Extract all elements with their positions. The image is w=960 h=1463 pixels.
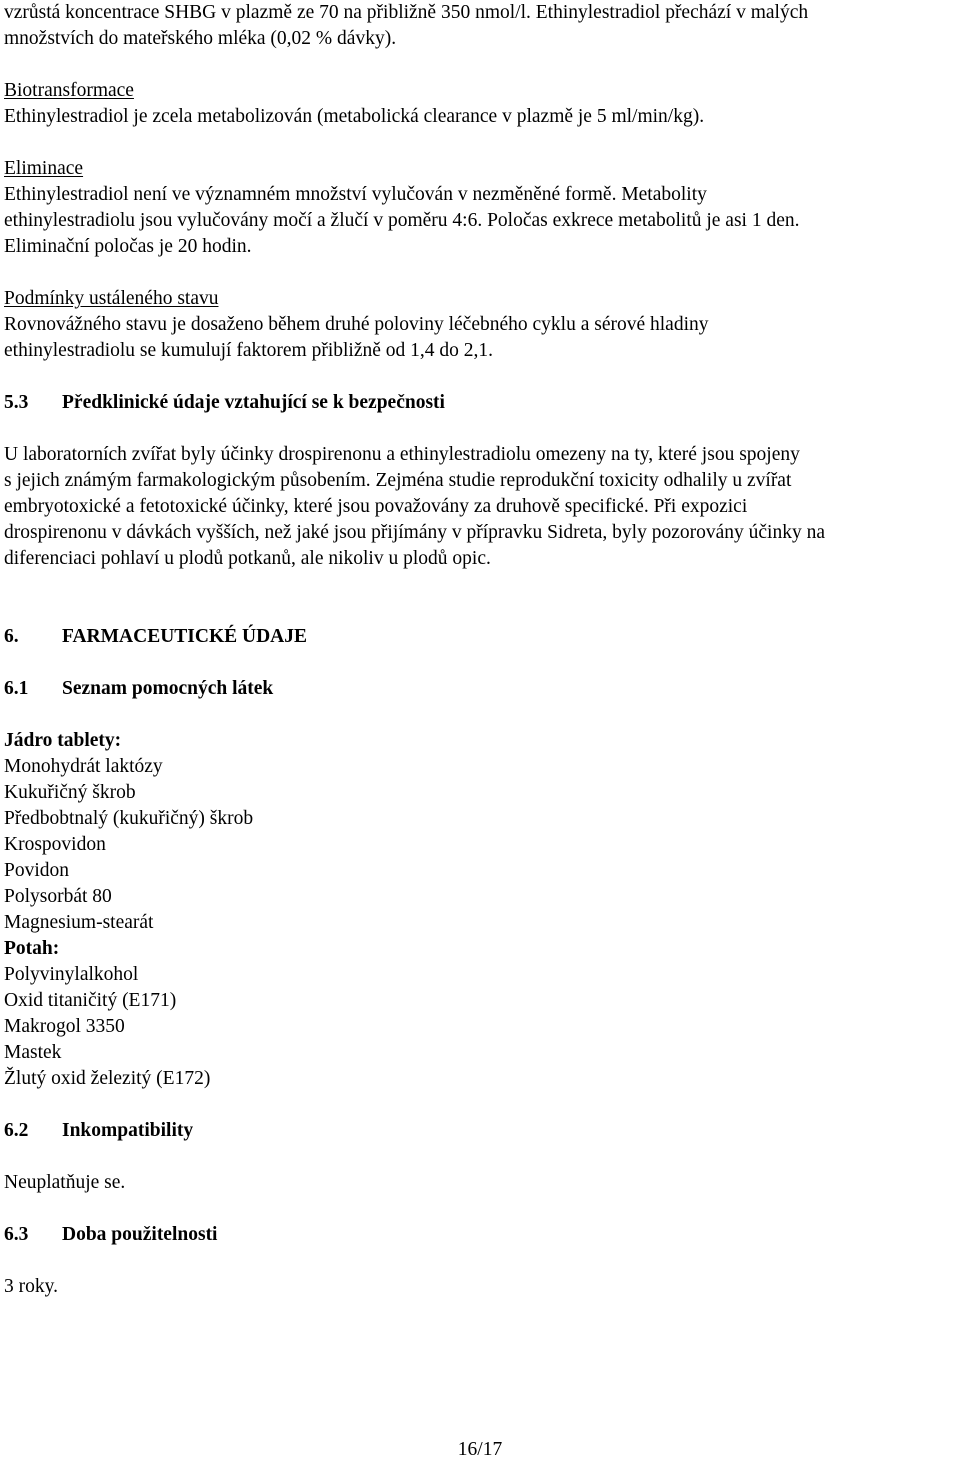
- section-title: Doba použitelnosti: [62, 1224, 218, 1245]
- list-item: Kukuřičný škrob: [4, 782, 136, 803]
- section-title: Inkompatibility: [62, 1120, 194, 1141]
- eliminace-section: [4, 156, 954, 260]
- list-item: Oxid titaničitý (E171): [4, 990, 177, 1011]
- section-5-3: [4, 390, 954, 572]
- section-heading: [4, 1222, 954, 1248]
- core-label: Jádro tablety:: [4, 730, 122, 751]
- section-number: 6.2: [4, 1120, 29, 1141]
- paragraph-line: 3 roky.: [4, 1276, 58, 1297]
- intro-paragraph: [4, 0, 954, 52]
- list-item: Monohydrát laktózy: [4, 756, 163, 777]
- section-6-2: [4, 1118, 954, 1196]
- list-item: Předbobtnalý (kukuřičný) škrob: [4, 808, 254, 829]
- section-title: Předklinické údaje vztahující se k bezpečnosti: [62, 392, 445, 413]
- list-item: Magnesium-stearát: [4, 912, 154, 933]
- section-title: FARMACEUTICKÉ ÚDAJE: [62, 626, 308, 647]
- paragraph-line: ethinylestradiolu jsou vylučovány močí a žlučí v poměru 4:6. Poločas exkrece metabolitů je asi 1 den.: [4, 210, 800, 231]
- list-item: Žlutý oxid železitý (E172): [4, 1068, 211, 1089]
- section-heading: [4, 390, 954, 416]
- section-number: 6.3: [4, 1224, 29, 1245]
- ustaleny-stav-section: [4, 286, 954, 364]
- section-heading: [4, 624, 954, 650]
- section-heading: [4, 1118, 954, 1144]
- paragraph-line: U laboratorních zvířat byly účinky drospirenonu a ethinylestradiolu omezeny na ty, které jsou spojeny: [4, 444, 800, 465]
- section-heading: [4, 676, 954, 702]
- list-item: Krospovidon: [4, 834, 106, 855]
- biotransformace-section: [4, 78, 954, 130]
- paragraph-line: ethinylestradiolu se kumulují faktorem přibližně od 1,4 do 2,1.: [4, 340, 494, 361]
- paragraph-line: Ethinylestradiol je zcela metabolizován (metabolická clearance v plazmě je 5 ml/min/kg).: [4, 106, 705, 127]
- subheading-eliminace: Eliminace: [4, 158, 84, 179]
- section-6: [4, 624, 954, 650]
- paragraph-line: Rovnovážného stavu je dosaženo během druhé poloviny léčebného cyklu a sérové hladiny: [4, 314, 709, 335]
- list-item: Makrogol 3350: [4, 1016, 125, 1037]
- document-page: [4, 0, 954, 1300]
- paragraph-line: diferenciaci pohlaví u plodů potkanů, ale nikoliv u plodů opic.: [4, 548, 491, 569]
- section-6-1: [4, 676, 954, 1092]
- paragraph-line: drospirenonu v dávkách vyšších, než jaké jsou přijímány v přípravku Sidreta, byly pozorovány účinky na: [4, 522, 825, 543]
- section-6-3: [4, 1222, 954, 1300]
- list-item: Polyvinylalkohol: [4, 964, 139, 985]
- paragraph-line: s jejich známým farmakologickým působením. Zejména studie reprodukční toxicity odhalily u zvířat: [4, 470, 792, 491]
- paragraph-line: Eliminační poločas je 20 hodin.: [4, 236, 252, 257]
- list-item: Povidon: [4, 860, 70, 881]
- page-number: 16/17: [457, 1439, 503, 1460]
- paragraph-line: množstvích do mateřského mléka (0,02 % dávky).: [4, 28, 397, 49]
- section-number: 6.: [4, 626, 19, 647]
- section-number: 5.3: [4, 392, 29, 413]
- paragraph-line: Ethinylestradiol není ve významném množství vylučován v nezměněné formě. Metabolity: [4, 184, 707, 205]
- subheading-biotransformace: Biotransformace: [4, 80, 134, 101]
- paragraph-line: embryotoxické a fetotoxické účinky, které jsou považovány za druhově specifické. Při expozici: [4, 496, 748, 517]
- paragraph-line: vzrůstá koncentrace SHBG v plazmě ze 70 na přibližně 350 nmol/l. Ethinylestradiol přechází v malých: [4, 2, 809, 23]
- list-item: Polysorbát 80: [4, 886, 112, 907]
- coating-label: Potah:: [4, 938, 60, 959]
- list-item: Mastek: [4, 1042, 62, 1063]
- section-title: Seznam pomocných látek: [62, 678, 274, 699]
- subheading-ustaleny-stav: Podmínky ustáleného stavu: [4, 288, 219, 309]
- section-number: 6.1: [4, 678, 29, 699]
- paragraph-line: Neuplatňuje se.: [4, 1172, 126, 1193]
